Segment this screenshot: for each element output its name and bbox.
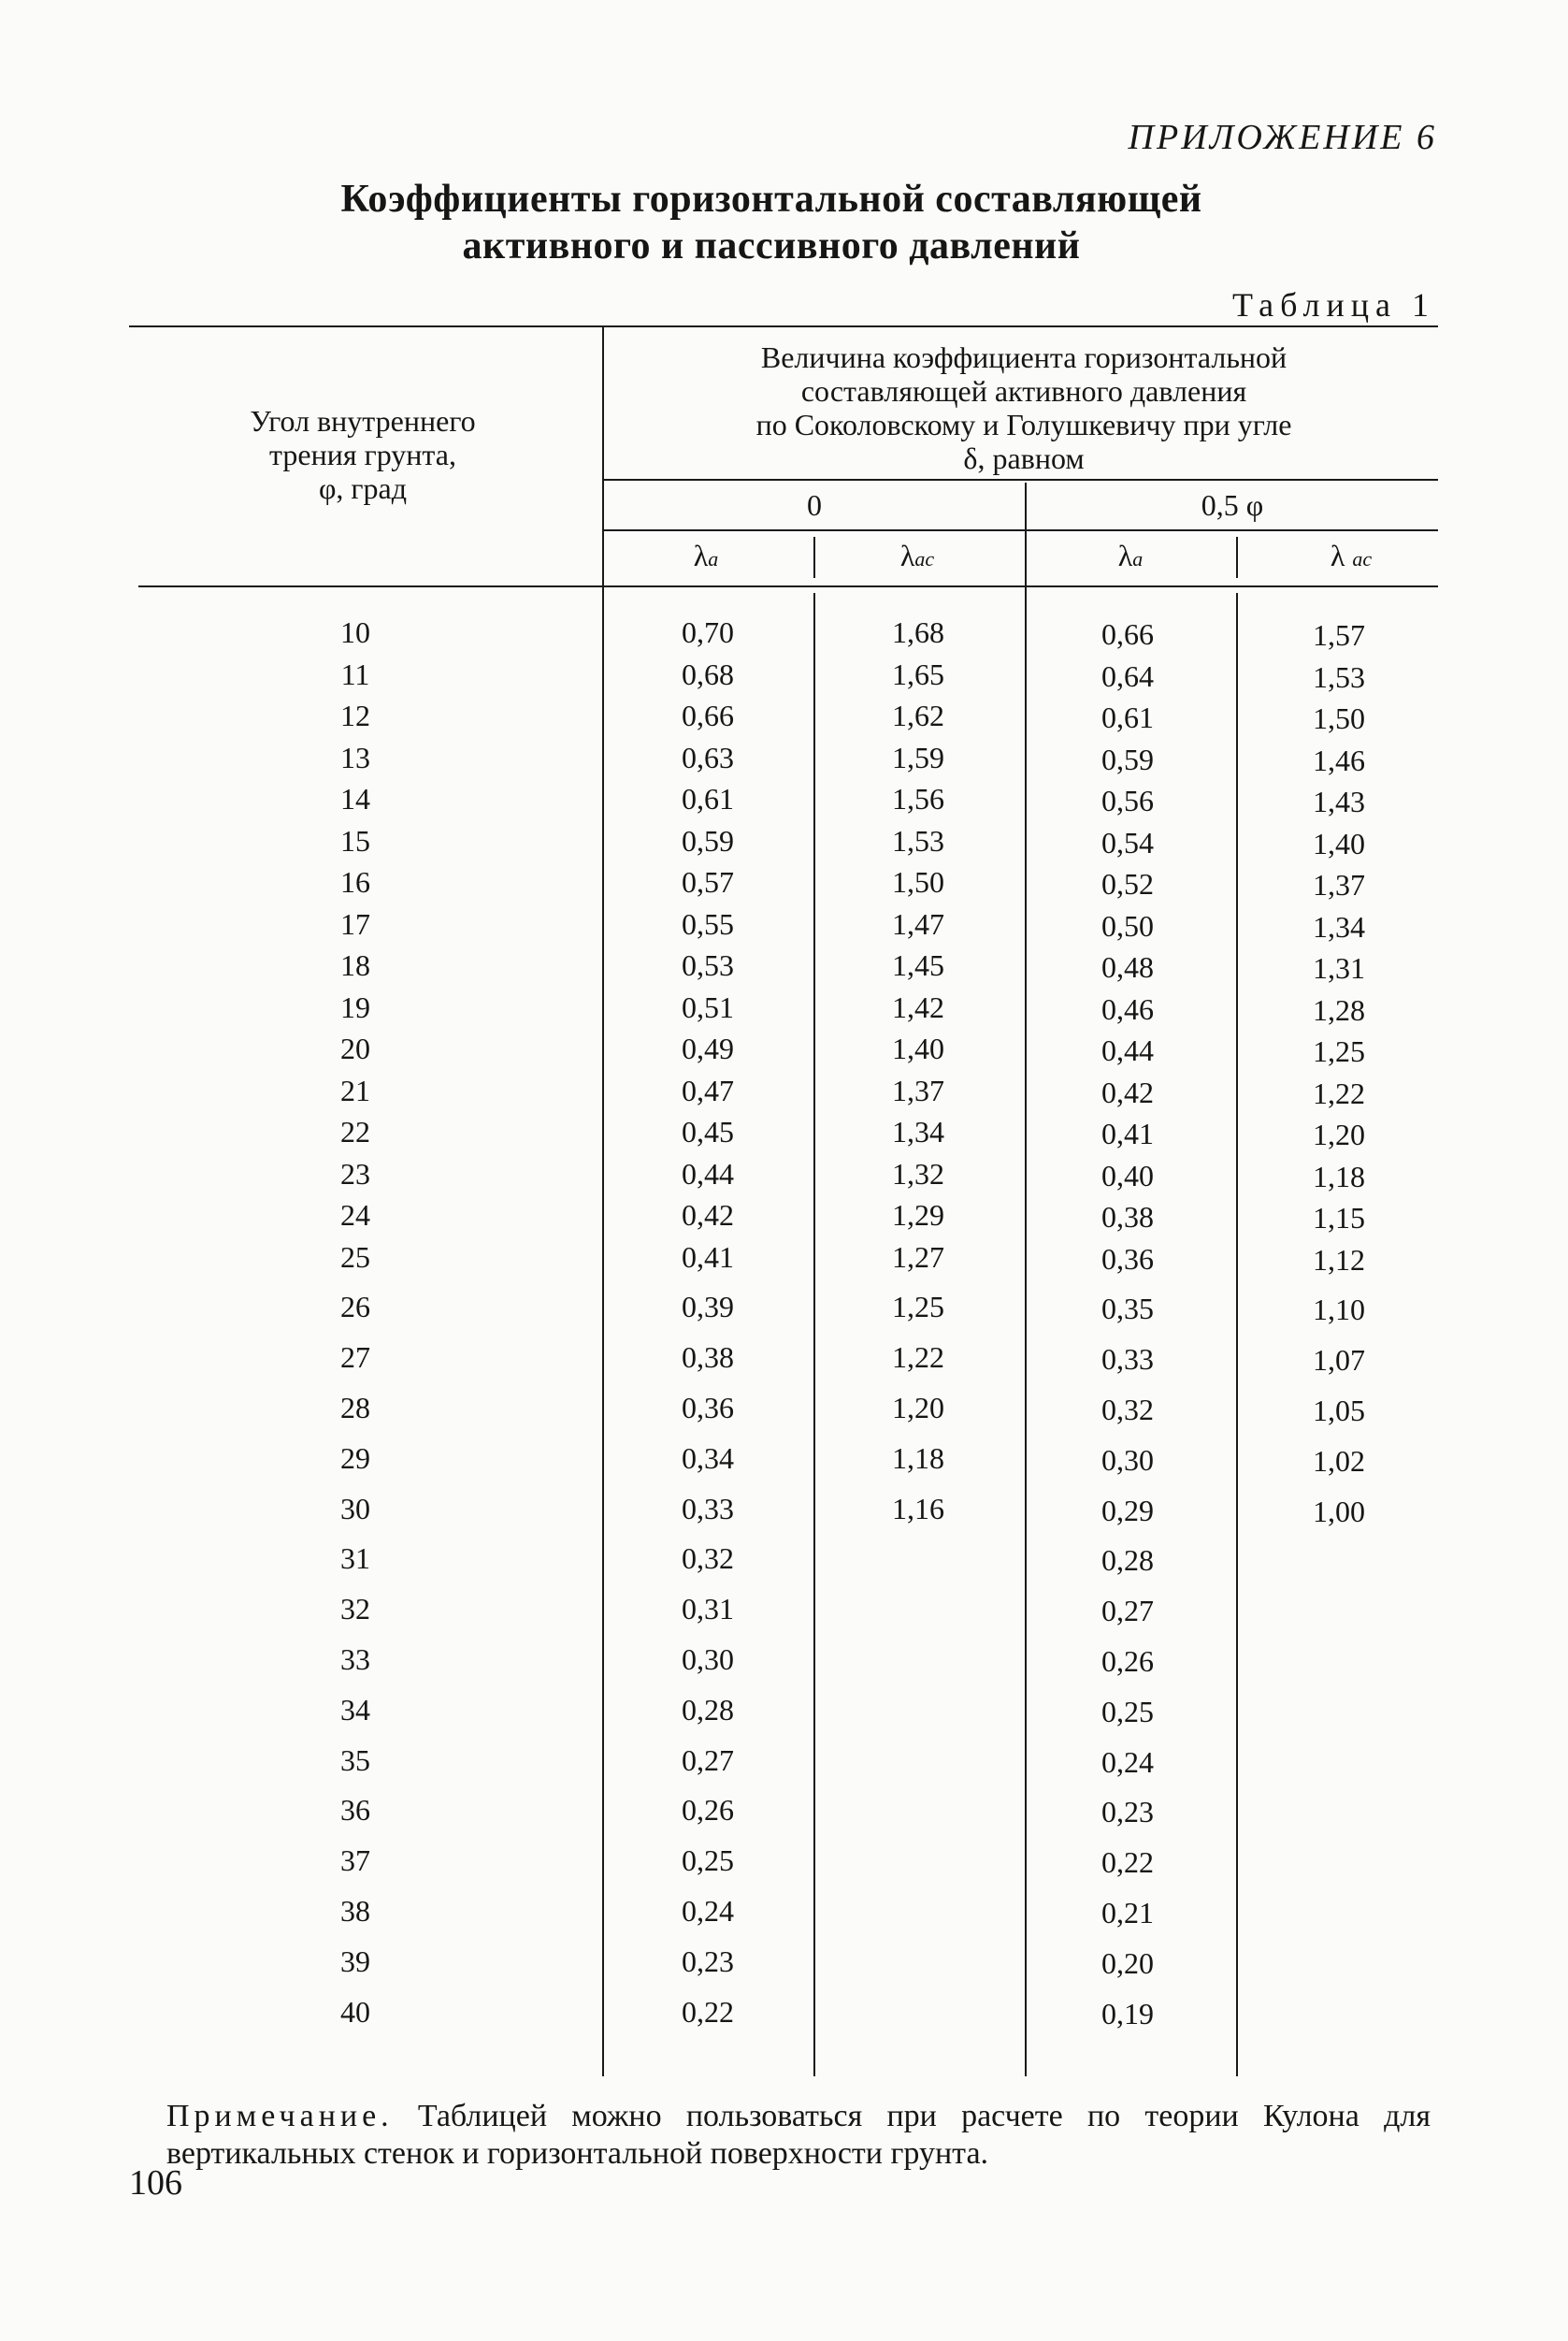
cell-phi: 16 [340,865,370,899]
subscript-ac: ac [1352,547,1373,571]
table-top-rule [129,325,1438,327]
cell-la05: 0,42 [1101,1075,1154,1109]
cell-la05: 0,64 [1101,658,1154,693]
cell-la0: 0,30 [682,1641,734,1676]
cell-lac0: 1,40 [892,1032,944,1065]
cell-phi: 14 [340,782,370,816]
subscript-a: a [708,547,719,571]
note-lead: Примечание. [166,2099,394,2133]
appendix-label: ПРИЛОЖЕНИЕ 6 [1128,118,1437,157]
cell-lac0: 1,37 [892,1073,944,1107]
cell-la05: 0,46 [1101,991,1154,1026]
cell-la0: 0,42 [682,1198,734,1232]
table-note [166,2098,1431,2173]
cell-lac05: 1,12 [1313,1242,1365,1277]
cell-phi: 32 [340,1592,370,1626]
cell-lac05: 1,18 [1313,1159,1365,1193]
cell-lac05: 1,43 [1313,785,1365,818]
cell-la05: 0,22 [1101,1845,1154,1880]
cell-lac0: 1,47 [892,906,944,941]
cell-lac0: 1,32 [892,1156,944,1191]
cell-phi: 18 [340,948,370,982]
cell-la05: 0,38 [1101,1200,1154,1234]
delta-column-divider [1025,483,1027,2076]
cell-lac0: 1,68 [892,615,944,649]
col-divider-2-body [1236,593,1238,2076]
cell-la05: 0,48 [1101,950,1154,984]
cell-la0: 0,66 [682,699,734,732]
cell-la0: 0,28 [682,1692,734,1727]
lambda-symbol: λ [899,539,915,572]
delta-group-rule [604,479,1438,481]
cell-la0: 0,59 [682,823,734,858]
cell-lac0: 1,53 [892,823,944,858]
cell-lac05: 1,53 [1313,659,1365,694]
cell-lac0: 1,34 [892,1115,944,1149]
col-divider-1 [813,537,815,578]
cell-la05: 0,56 [1101,784,1154,817]
page-number: 106 [129,2163,182,2203]
cell-la05: 0,25 [1101,1694,1154,1728]
cell-lac05: 1,37 [1313,868,1365,902]
cell-phi: 15 [340,823,370,858]
cell-phi: 24 [340,1198,370,1232]
cell-phi: 29 [340,1440,370,1475]
cell-phi: 26 [340,1290,370,1324]
cell-la05: 0,40 [1101,1158,1154,1192]
cell-la0: 0,45 [682,1115,734,1149]
cell-la0: 0,70 [682,615,734,649]
cell-la0: 0,51 [682,990,734,1024]
group-header-line-3: по Соколовскому и Голушкевичу при угле [755,408,1292,441]
cell-lac0: 1,16 [892,1491,944,1525]
group-header-line-4: δ, равном [963,441,1085,475]
cell-lac05: 1,07 [1313,1343,1365,1378]
cell-la0: 0,61 [682,782,734,816]
cell-lac05: 1,20 [1313,1118,1365,1151]
cell-phi: 40 [340,1994,370,2029]
angle-column-divider [602,327,604,2076]
cell-la05: 0,21 [1101,1895,1154,1929]
header-bottom-rule [138,585,1438,587]
cell-la0: 0,39 [682,1290,734,1324]
title-line-1: Коэффициенты горизонтальной составляющей [340,178,1202,221]
cell-la05: 0,24 [1101,1744,1154,1779]
page-title [122,176,1421,269]
table-caption: Таблица 1 [1232,286,1435,324]
cell-la05: 0,32 [1101,1392,1154,1426]
cell-la05: 0,50 [1101,908,1154,943]
cell-la05: 0,35 [1101,1292,1154,1326]
angle-header-line-1: Угол внутреннего [250,404,476,438]
lambda-symbol: λ [1117,539,1133,572]
angle-column-header [176,404,550,505]
cell-lac0: 1,20 [892,1390,944,1424]
cell-la0: 0,23 [682,1944,734,1978]
col-divider-2 [1236,537,1238,578]
group-header [617,340,1431,475]
cell-lac05: 1,15 [1313,1201,1365,1235]
cell-la0: 0,55 [682,906,734,941]
lambda-ac-header-0 [847,539,987,576]
cell-la05: 0,33 [1101,1342,1154,1377]
cell-la05: 0,52 [1101,867,1154,901]
cell-la05: 0,66 [1101,617,1154,651]
cell-la0: 0,38 [682,1340,734,1375]
angle-header-line-2: трения грунта, [269,438,456,471]
subscript-ac: ac [914,547,935,571]
cell-la0: 0,26 [682,1793,734,1828]
cell-lac0: 1,59 [892,740,944,774]
cell-lac05: 1,40 [1313,826,1365,860]
cell-lac05: 1,05 [1313,1393,1365,1427]
cell-la05: 0,41 [1101,1117,1154,1150]
cell-la0: 0,57 [682,865,734,899]
lambda-ac-header-05 [1272,539,1431,576]
cell-lac0: 1,29 [892,1198,944,1232]
cell-phi: 19 [340,990,370,1024]
cell-la05: 0,23 [1101,1795,1154,1829]
group-header-line-2: составляющей активного давления [800,374,1247,408]
title-line-2: активного и пассивного давлений [462,224,1081,267]
lambda-a-header-0 [636,539,776,576]
cell-phi: 10 [340,615,370,649]
cell-la0: 0,31 [682,1592,734,1626]
cell-lac0: 1,27 [892,1239,944,1274]
cell-la05: 0,44 [1101,1033,1154,1067]
cell-phi: 11 [340,657,370,691]
delta-half-phi-header: 0,5 φ [1201,488,1264,522]
cell-phi: 27 [340,1340,370,1375]
cell-lac0: 1,25 [892,1290,944,1324]
cell-la05: 0,61 [1101,701,1154,734]
cell-phi: 34 [340,1692,370,1727]
lambda-a-header-05 [1060,539,1201,576]
cell-lac0: 1,22 [892,1340,944,1375]
cell-phi: 39 [340,1944,370,1978]
cell-lac05: 1,25 [1313,1034,1365,1068]
cell-lac05: 1,57 [1313,618,1365,652]
cell-la0: 0,41 [682,1239,734,1274]
cell-lac05: 1,00 [1313,1494,1365,1528]
subscript-a: a [1132,547,1144,571]
cell-lac05: 1,46 [1313,743,1365,777]
cell-la05: 0,30 [1101,1442,1154,1477]
delta-sub-rule [604,529,1438,531]
cell-phi: 30 [340,1491,370,1525]
lambda-symbol: λ [1330,539,1345,572]
angle-header-line-3: φ, град [318,471,408,505]
cell-phi: 17 [340,906,370,941]
cell-lac05: 1,28 [1313,992,1365,1027]
cell-la0: 0,36 [682,1390,734,1424]
cell-la0: 0,53 [682,948,734,982]
cell-lac0: 1,62 [892,699,944,732]
cell-la0: 0,32 [682,1541,734,1576]
cell-la05: 0,59 [1101,742,1154,776]
cell-phi: 25 [340,1239,370,1274]
cell-la0: 0,34 [682,1440,734,1475]
cell-lac0: 1,56 [892,782,944,816]
cell-lac05: 1,22 [1313,1076,1365,1110]
cell-la05: 0,20 [1101,1945,1154,1980]
cell-la0: 0,33 [682,1491,734,1525]
cell-lac0: 1,50 [892,865,944,899]
col-divider-1-body [813,593,815,2076]
cell-la05: 0,54 [1101,825,1154,860]
cell-phi: 28 [340,1390,370,1424]
cell-phi: 33 [340,1641,370,1676]
cell-la0: 0,63 [682,740,734,774]
lambda-symbol: λ [693,539,709,572]
cell-la0: 0,22 [682,1994,734,2029]
cell-lac05: 1,50 [1313,701,1365,735]
cell-la0: 0,24 [682,1893,734,1928]
cell-phi: 38 [340,1893,370,1928]
cell-lac0: 1,42 [892,990,944,1024]
cell-la05: 0,36 [1101,1241,1154,1276]
cell-lac05: 1,31 [1313,951,1365,985]
cell-la0: 0,49 [682,1032,734,1065]
cell-phi: 31 [340,1541,370,1576]
cell-phi: 36 [340,1793,370,1828]
cell-phi: 21 [340,1073,370,1107]
cell-la05: 0,28 [1101,1543,1154,1578]
cell-phi: 12 [340,699,370,732]
cell-la05: 0,19 [1101,1996,1154,2030]
cell-lac05: 1,34 [1313,909,1365,944]
cell-la0: 0,47 [682,1073,734,1107]
cell-phi: 20 [340,1032,370,1065]
cell-phi: 35 [340,1742,370,1777]
cell-la0: 0,27 [682,1742,734,1777]
cell-phi: 23 [340,1156,370,1191]
cell-lac0: 1,18 [892,1440,944,1475]
cell-la05: 0,26 [1101,1643,1154,1678]
group-header-line-1: Величина коэффициента горизонтальной [760,340,1287,374]
delta-zero-header: 0 [807,488,822,522]
cell-lac05: 1,10 [1313,1293,1365,1327]
cell-la0: 0,68 [682,657,734,691]
cell-phi: 22 [340,1115,370,1149]
cell-la05: 0,29 [1101,1493,1154,1527]
note-text: Таблицей можно пользоваться при расчете по теории Кулона для вертикальных стенок и горизонтальной поверхности грунта. [166,2099,1431,2171]
cell-phi: 37 [340,1843,370,1878]
cell-lac0: 1,65 [892,657,944,691]
cell-lac0: 1,45 [892,948,944,982]
cell-la0: 0,25 [682,1843,734,1878]
cell-la0: 0,44 [682,1156,734,1191]
cell-phi: 13 [340,740,370,774]
cell-lac05: 1,02 [1313,1443,1365,1478]
cell-la05: 0,27 [1101,1594,1154,1628]
